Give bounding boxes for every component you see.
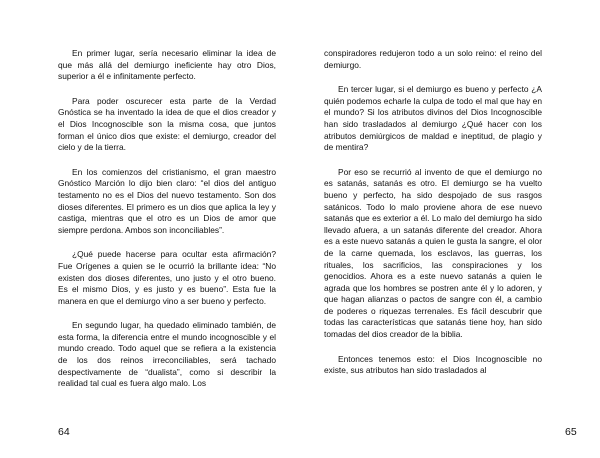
paragraph: En los comienzos del cristianismo, el gran maestro Gnóstico Marción lo dijo bien claro: “el dios del antiguo testamento no es el Dios del nuevo testamento. Son dos dioses diferentes. El primero es un dios que aplica la ley y castiga, mientras que el otro es un Dios de amor que siempre perdona. Ambos son inconciliables”. <box>58 166 276 235</box>
paragraph: En segundo lugar, ha quedado eliminado también, de esta forma, la diferencia entre el mundo incognoscible y el mundo creado. Todo aquel que se refiera a la existencia de los dos reinos irreconciliables, será tachado despectivamente de “dualista”, como si describir la realidad tal cual es fuera algo malo. Los <box>58 320 276 389</box>
page-number: 65 <box>565 426 577 438</box>
paragraph: Entonces tenemos esto: el Dios Incognoscible no existe, sus atributos han sido trasladados al <box>324 353 542 376</box>
paragraph: Por eso se recurrió al invento de que el demiurgo no es satanás, satanás es otro. El demiurgo se ha vuelto bueno y perfecto, ha sido despojado de sus rasgos satánicos. Todo lo malo proviene ahora de ese nuevo satanás que es exterior a él. Lo malo del demiurgo ha sido llevado afuera, a un satanás diferente del creador. Ahora es a este nuevo satanás a quien le gusta la sangre, el olor de la carne quemada, los esclavos, las guerras, los rituales, los sacrificios, las conspiraciones y los genocidios. Ahora es a este nuevo satanás a quien le agrada que los hombres se postren ante él y lo adoren, y que hagan alianzas o pactos de sangre con él, a cambio de poderes o riquezas terrenales. Es fácil descubrir que todas las características que satanás tiene hoy, han sido tomadas del dios creador de la biblia. <box>324 166 542 340</box>
right-page-text <box>324 48 542 390</box>
paragraph: conspiradores redujeron todo a un solo reino: el reino del demiurgo. <box>324 48 542 70</box>
paragraph: ¿Qué puede hacerse para ocultar esta afirmación? Fue Orígenes a quien se le ocurrió la brillante idea: “No existen dos dioses diferentes, uno justo y el otro bueno. Es el mismo Dios, y es justo y es bueno”. Esta fue la manera en que el demiurgo vino a ser bueno y perfecto. <box>58 249 276 306</box>
paragraph: En primer lugar, sería necesario eliminar la idea de que más allá del demiurgo ineficiente hay otro Dios, superior a él e infinitamente perfecto. <box>58 48 276 82</box>
right-page <box>300 0 600 458</box>
paragraph: Para poder oscurecer esta parte de la Verdad Gnóstica se ha inventado la idea de que el dios creador y el Dios Incognoscible son la misma cosa, que juntos forman el único dios que existe: el demiurgo, creador del cielo y de la tierra. <box>58 95 276 153</box>
paragraph: En tercer lugar, si el demiurgo es bueno y perfecto ¿A quién podemos echarle la culpa de todo el mal que hay en el mundo? Si los atributos divinos del Dios Incognoscible han sido trasladados al demiurgo ¿Qué hacer con los atributos demiúrgicos de maldad e ineptitud, de plagio y de mentira? <box>324 84 542 153</box>
page-number: 64 <box>58 426 70 438</box>
left-page-text <box>58 48 276 403</box>
